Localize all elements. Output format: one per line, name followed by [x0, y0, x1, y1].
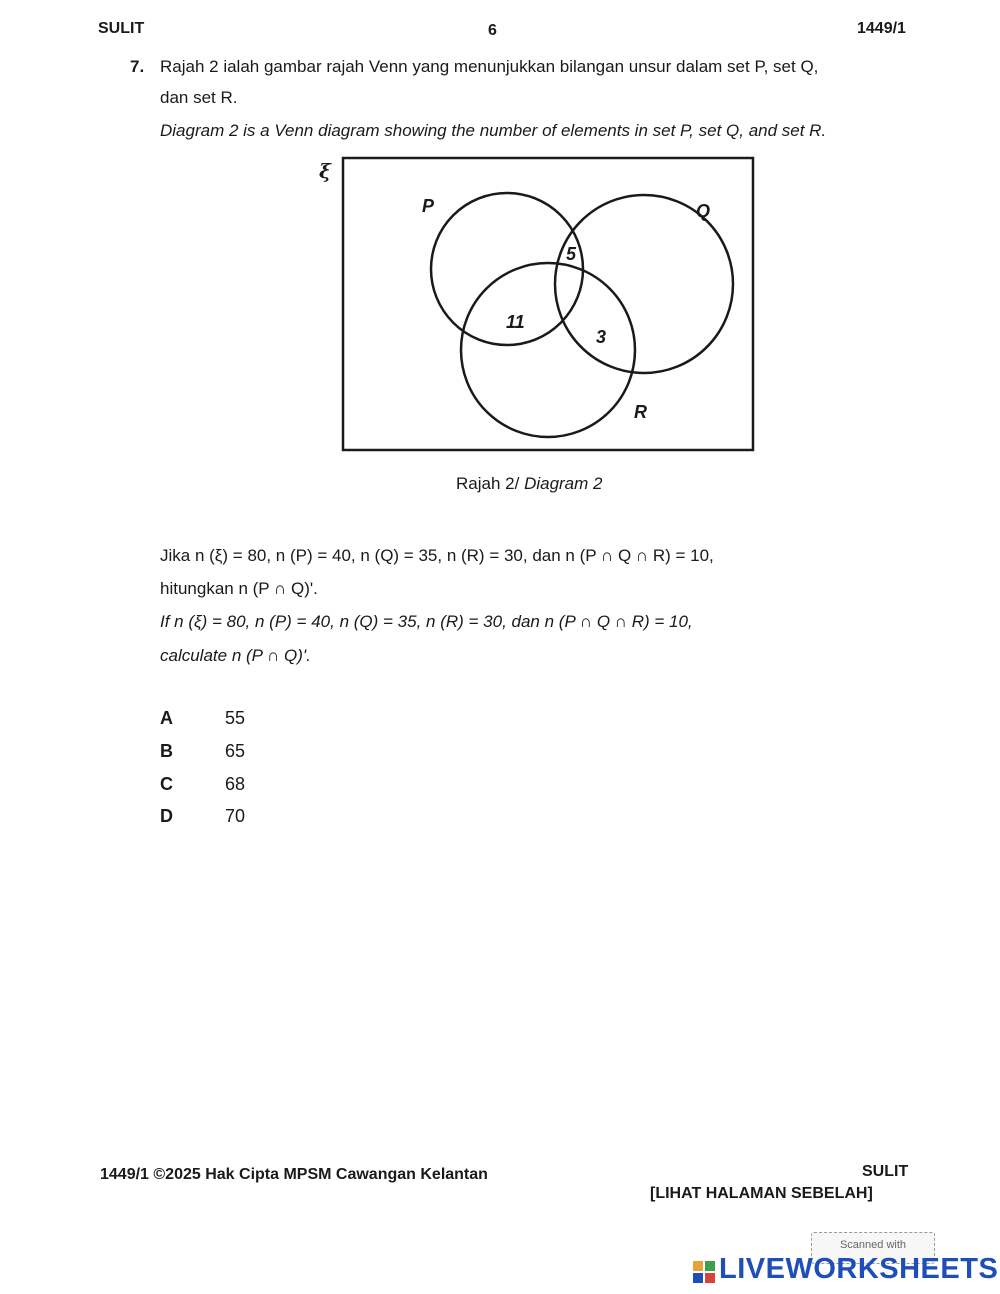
universal-set-box [343, 158, 753, 450]
option-letter: B [160, 741, 173, 761]
question-english: Diagram 2 is a Venn diagram showing the number of elements in set P, set Q, and set R. [160, 121, 827, 140]
label-p: P [422, 196, 435, 216]
scanner-stamp: Scanned with [811, 1232, 935, 1264]
liveworksheets-logo-icon [693, 1258, 715, 1280]
region-q-and-r: 3 [596, 327, 607, 347]
diagram-caption [456, 473, 602, 495]
option-value: 55 [225, 708, 246, 728]
header-sulit: SULIT [98, 20, 145, 37]
option-letter: C [160, 774, 173, 794]
option-value: 65 [225, 741, 246, 761]
question-malay-line1: Rajah 2 ialah gambar rajah Venn yang menunjukkan bilangan unsur dalam set P, set Q, [160, 57, 819, 76]
option-d[interactable] [160, 806, 245, 827]
page-number: 6 [488, 22, 497, 39]
option-a[interactable] [160, 708, 245, 729]
label-r: R [634, 402, 647, 422]
option-c[interactable] [160, 774, 245, 795]
liveworksheets-watermark [693, 1253, 998, 1285]
footer-copyright: 1449/1 ©2025 Hak Cipta MPSM Cawangan Kelantan [100, 1166, 488, 1183]
universal-symbol: ξ [319, 159, 331, 183]
option-letter: D [160, 806, 173, 826]
header-code: 1449/1 [857, 20, 906, 37]
option-value: 68 [225, 774, 246, 794]
footer-next-page: [LIHAT HALAMAN SEBELAH] [650, 1185, 873, 1202]
option-value: 70 [225, 806, 246, 826]
given-malay-line1: Jika n (ξ) = 80, n (P) = 40, n (Q) = 35, n (R) = 30, dan n (P ∩ Q ∩ R) = 10, [160, 546, 714, 565]
given-english-line2: calculate n (P ∩ Q)'. [160, 646, 311, 665]
given-english-line1: If n (ξ) = 80, n (P) = 40, n (Q) = 35, n (R) = 30, dan n (P ∩ Q ∩ R) = 10, [160, 612, 693, 631]
footer-sulit: SULIT [862, 1163, 909, 1180]
label-q: Q [696, 201, 711, 221]
question-number: 7. [130, 57, 145, 76]
region-p-and-q: 5 [566, 244, 577, 264]
question-malay-line2: dan set R. [160, 88, 238, 107]
circle-r [461, 263, 635, 437]
watermark-text: LIVEWORKSHEETS [719, 1252, 999, 1285]
option-b[interactable] [160, 741, 245, 762]
venn-diagram [300, 150, 770, 460]
caption-english: Diagram 2 [524, 474, 603, 493]
caption-malay: Rajah 2/ [456, 474, 520, 493]
option-letter: A [160, 708, 173, 728]
given-malay-line2: hitungkan n (P ∩ Q)'. [160, 579, 318, 598]
region-p-and-r: 11 [506, 312, 525, 332]
